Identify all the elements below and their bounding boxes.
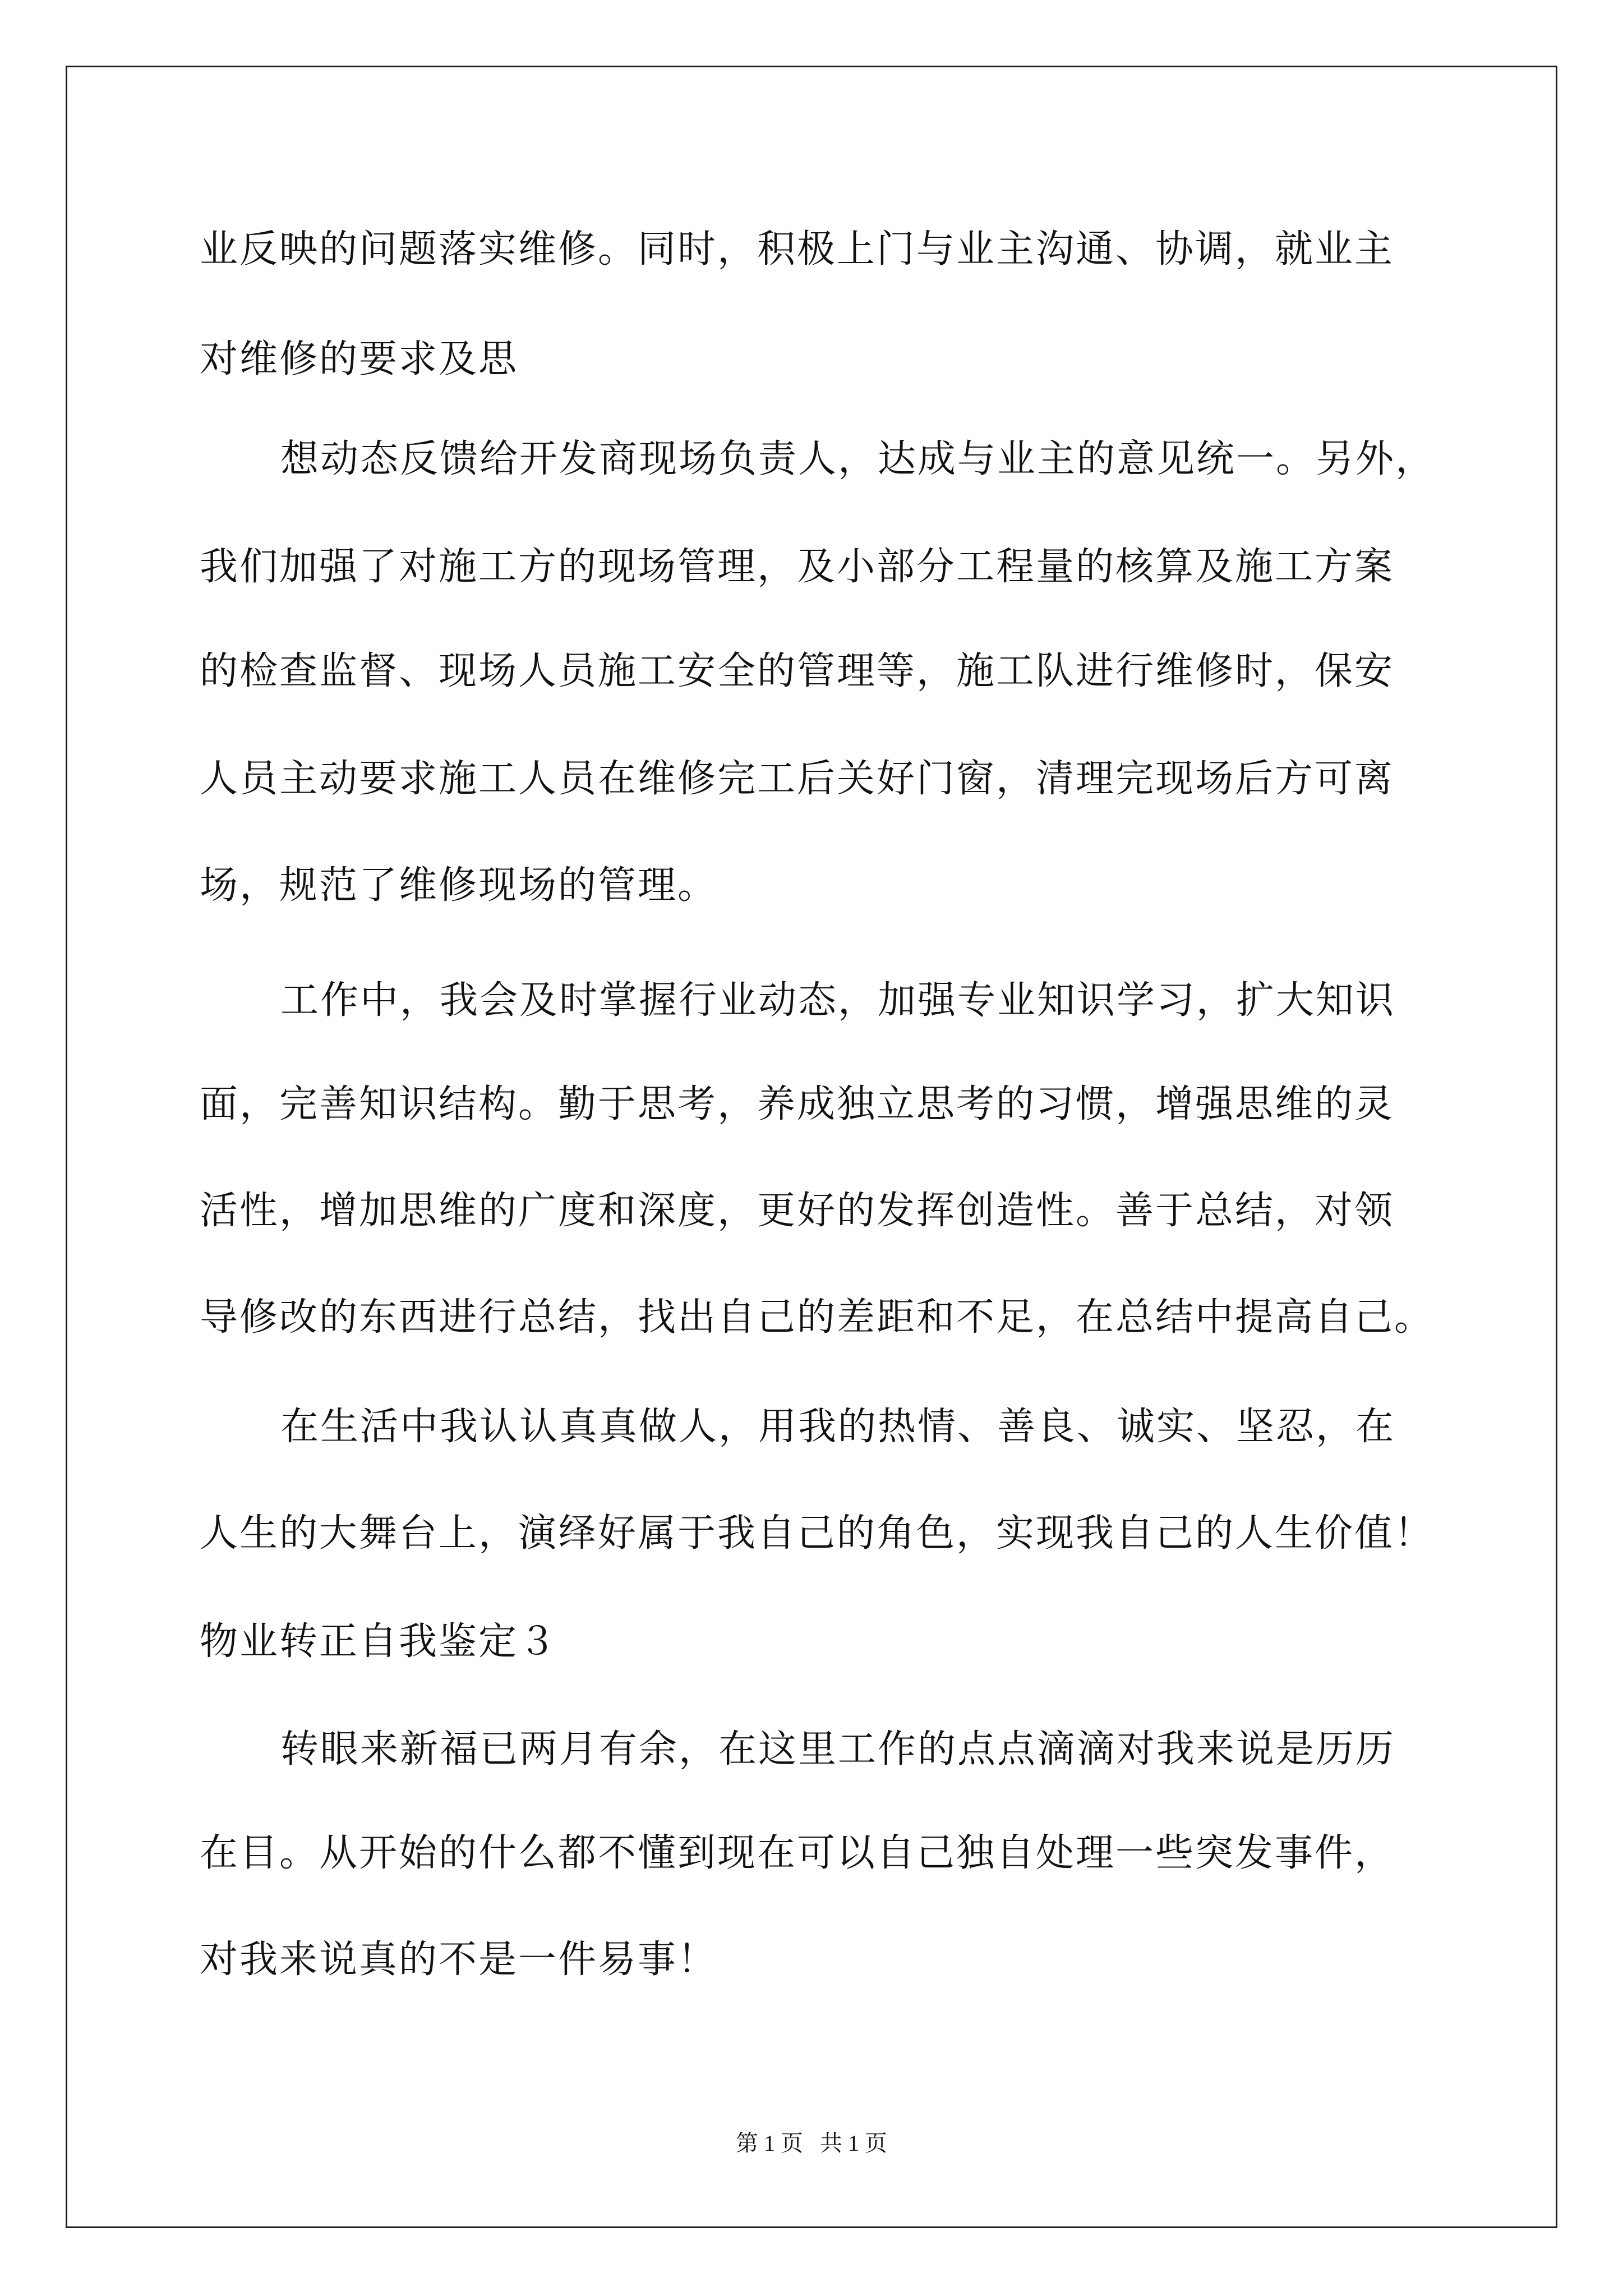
body-line-7: 场，规范了维修现场的管理。 xyxy=(200,863,718,908)
body-line-1: 业反映的问题落实维修。同时，积极上门与业主沟通、协调，就业主 xyxy=(200,227,1395,272)
body-line-3: 想动态反馈给开发商现场负责人，达成与业主的意见统一。另外， xyxy=(280,437,1436,481)
body-line-11: 导修改的东西进行总结，找出自己的差距和不足，在总结中提高自己。 xyxy=(200,1295,1435,1340)
body-line-5: 的检查监督、现场人员施工安全的管理等，施工队进行维修时，保安 xyxy=(200,649,1395,693)
page-number-footer: 第 1 页 共 1 页 xyxy=(736,2131,887,2156)
body-line-15: 在目。从开始的什么都不懂到现在可以自己独自处理一些突发事件， xyxy=(200,1831,1395,1875)
section-heading: 物业转正自我鉴定３ xyxy=(200,1619,559,1664)
body-line-14: 转眼来新福已两月有余，在这里工作的点点滴滴对我来说是历历 xyxy=(280,1727,1396,1772)
body-line-10: 活性，增加思维的广度和深度，更好的发挥创造性。善于总结，对领 xyxy=(200,1189,1395,1233)
body-line-8: 工作中，我会及时掌握行业动态，加强专业知识学习，扩大知识 xyxy=(280,978,1396,1023)
body-line-9: 面，完善知识结构。勤于思考，养成独立思考的习惯，增强思维的灵 xyxy=(200,1082,1395,1126)
body-line-13: 人生的大舞台上，演绎好属于我自己的角色，实现我自己的人生价值！ xyxy=(200,1511,1435,1556)
body-line-4: 我们加强了对施工方的现场管理，及小部分工程量的核算及施工方案 xyxy=(200,545,1395,589)
body-line-2: 对维修的要求及思 xyxy=(200,337,519,381)
page-border xyxy=(66,66,1557,2228)
body-line-12: 在生活中我认认真真做人，用我的热情、善良、诚实、坚忍，在 xyxy=(280,1405,1396,1449)
body-line-16: 对我来说真的不是一件易事！ xyxy=(200,1938,718,1982)
body-line-6: 人员主动要求施工人员在维修完工后关好门窗，清理完现场后方可离 xyxy=(200,757,1395,801)
